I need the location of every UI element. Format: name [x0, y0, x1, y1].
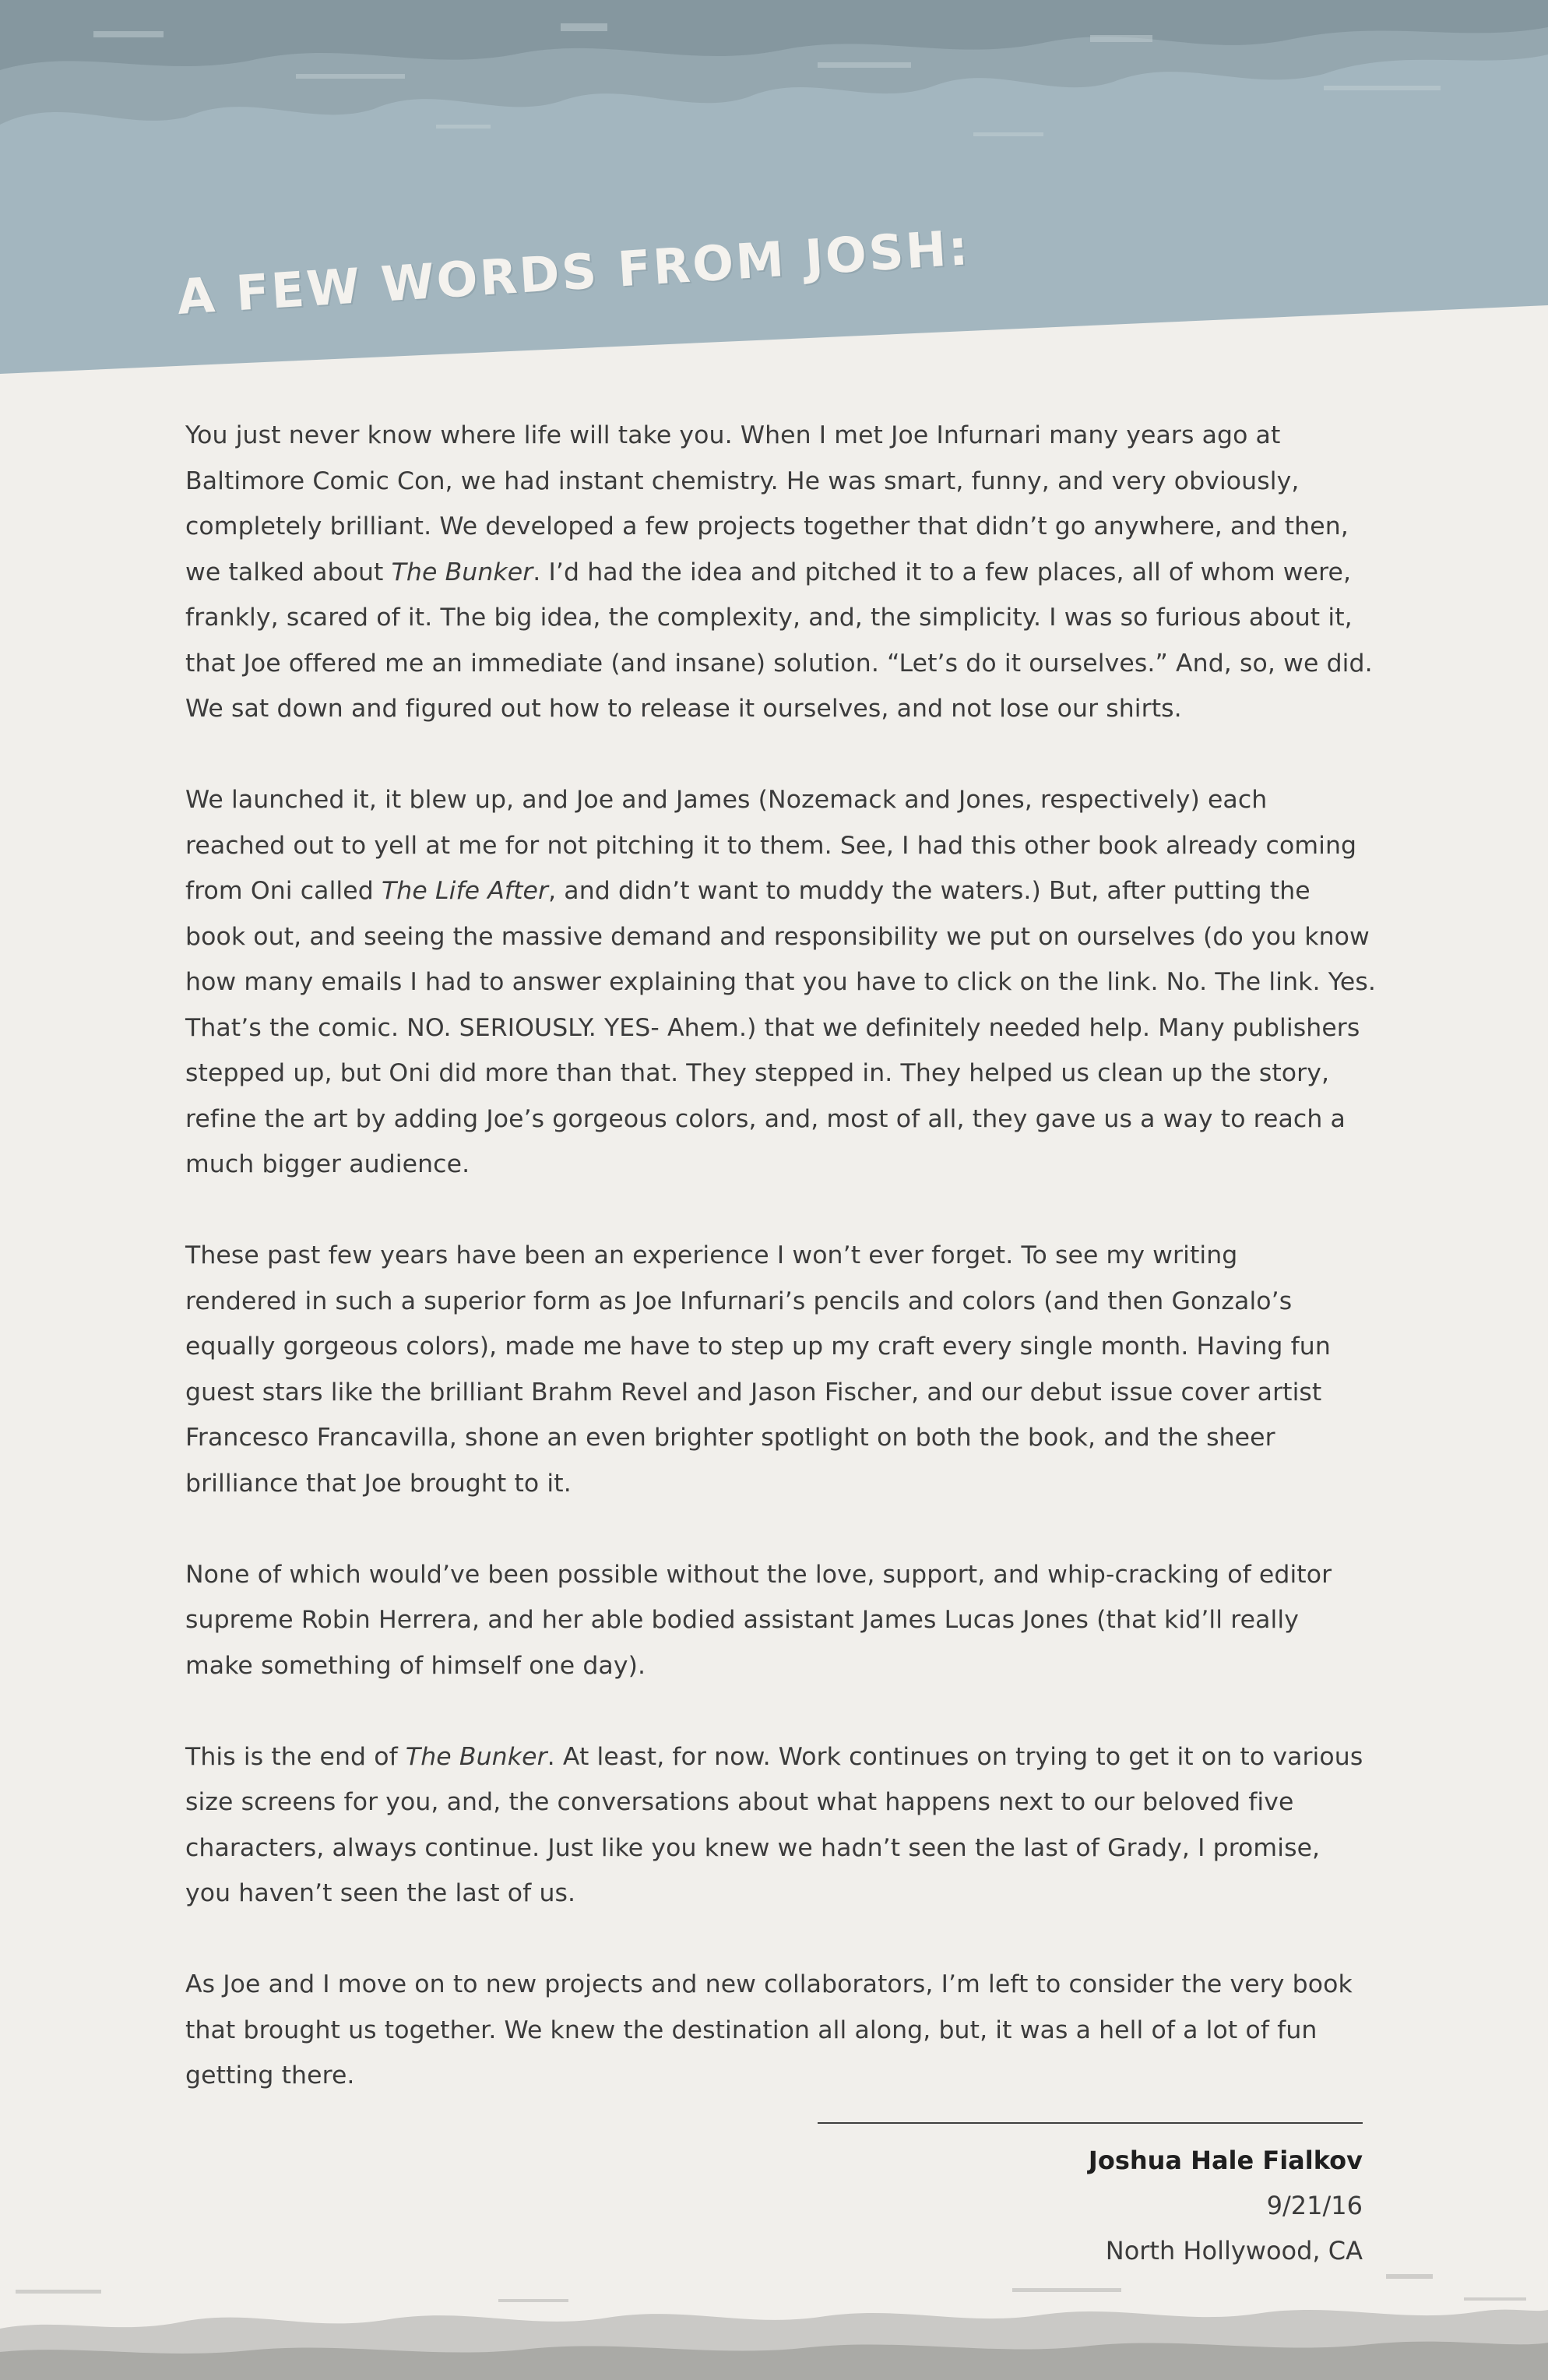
paragraph	[185, 777, 1376, 1188]
text-line	[185, 595, 1369, 641]
text-line	[185, 550, 1369, 596]
signature-divider	[818, 2122, 1363, 2124]
text-segment: equally gorgeous colors), made me have to step up my craft every single month. Having fun	[185, 1333, 1331, 1361]
text-segment: getting there.	[185, 2061, 355, 2090]
text-segment: we talked about	[185, 558, 392, 586]
text-line	[185, 2053, 1369, 2099]
text-segment: rendered in such a superior form as Joe Infurnari’s pencils and colors (and then Gonzalo’s	[185, 1287, 1293, 1315]
text-line	[185, 641, 1373, 687]
text-line	[185, 823, 1369, 869]
text-segment: book out, and seeing the massive demand and responsibility we put on ourselves (do you know	[185, 922, 1370, 951]
text-line	[185, 1051, 1369, 1097]
text-line	[185, 459, 1369, 505]
paragraph	[185, 413, 1373, 732]
text-segment: These past few years have been an experience I won’t ever forget. To see my writing	[185, 1241, 1238, 1269]
text-segment: Baltimore Comic Con, we had instant chemistry. He was smart, funny, and very obviously,	[185, 466, 1300, 495]
text-line	[185, 914, 1369, 960]
text-segment: We sat down and figured out how to release it ourselves, and not lose our shirts.	[185, 695, 1182, 723]
text-line	[185, 1005, 1369, 1051]
footer-grunge-graphic	[0, 2243, 1548, 2380]
text-line	[185, 1780, 1369, 1825]
text-segment: None of which would’ve been possible without the love, support, and whip-cracking of editor	[185, 1560, 1332, 1589]
text-segment: As Joe and I move on to new projects and new collaborators, I’m left to consider the very book	[185, 1970, 1353, 1998]
text-segment: You just never know where life will take you. When I met Joe Infurnari many years ago at	[185, 421, 1281, 449]
paragraph	[185, 1552, 1369, 1689]
text-segment: supreme Robin Herrera, and her able bodied assistant James Lucas Jones (that kid’ll really	[185, 1606, 1299, 1634]
text-line	[185, 2008, 1369, 2054]
text-line	[185, 1415, 1369, 1461]
text-segment: size screens for you, and, the conversations about what happens next to our beloved five	[185, 1788, 1294, 1816]
text-segment: how many emails I had to answer explaining that you have to click on the link. No. The link. Yes.	[185, 968, 1376, 996]
text-segment: that Joe offered me an immediate (and insane) solution. “Let’s do it ourselves.” And, so, we did.	[185, 649, 1373, 678]
footer-grunge	[0, 2243, 1548, 2380]
italic-title: The Bunker	[391, 558, 533, 586]
text-segment: you haven’t seen the last of us.	[185, 1879, 576, 1907]
paragraph	[185, 1233, 1369, 1506]
text-line	[185, 868, 1369, 914]
paragraph	[185, 1962, 1369, 2099]
text-line	[185, 1370, 1369, 1416]
text-line	[185, 1461, 1369, 1507]
text-segment: completely brilliant. We developed a few projects together that didn’t go anywhere, and then,	[185, 512, 1349, 540]
text-segment: that brought us together. We knew the destination all along, but, it was a hell of a lot of fun	[185, 2016, 1318, 2044]
text-segment: frankly, scared of it. The big idea, the complexity, and, the simplicity. I was so furious about it,	[185, 604, 1353, 632]
text-segment: stepped up, but Oni did more than that. They stepped in. They helped us clean up the story,	[185, 1059, 1330, 1087]
text-segment: characters, always continue. Just like you knew we hadn’t seen the last of Grady, I promise,	[185, 1833, 1321, 1862]
text-line	[185, 1279, 1369, 1325]
text-line	[185, 1142, 1369, 1188]
text-segment: reached out to yell at me for not pitching it to them. See, I had this other book already coming	[185, 831, 1357, 860]
text-line	[185, 504, 1369, 550]
text-segment: . At least, for now. Work continues on trying to get it on to various	[547, 1742, 1363, 1771]
text-segment: make something of himself one day).	[185, 1651, 646, 1680]
letter-body	[185, 413, 1376, 2144]
text-segment: Francesco Francavilla, shone an even brighter spotlight on both the book, and the sheer	[185, 1424, 1275, 1452]
text-segment: refine the art by adding Joe’s gorgeous colors, and, most of all, they gave us a way to reach a	[185, 1104, 1346, 1133]
text-line	[185, 1962, 1369, 2008]
text-line	[185, 1871, 1369, 1917]
italic-title: The Life After	[381, 877, 549, 905]
text-segment: brilliance that Joe brought to it.	[185, 1469, 572, 1498]
signature-location: North Hollywood, CA	[1105, 2236, 1363, 2266]
text-line	[185, 1643, 1369, 1689]
text-segment: That’s the comic. NO. SERIOUSLY. YES- Ahem.) that we definitely needed help. Many publishers	[185, 1013, 1360, 1042]
signature-name: Joshua Hale Fialkov	[1088, 2146, 1363, 2175]
text-segment: We launched it, it blew up, and Joe and James (Nozemack and Jones, respectively) each	[185, 786, 1268, 814]
signature-date: 9/21/16	[1266, 2191, 1363, 2220]
text-line	[185, 1097, 1369, 1142]
paragraph	[185, 1734, 1369, 1917]
text-segment: guest stars like the brilliant Brahm Revel and Jason Fischer, and our debut issue cover artist	[185, 1378, 1322, 1407]
text-segment: much bigger audience.	[185, 1150, 470, 1178]
text-line	[185, 1825, 1369, 1871]
text-segment: . I’d had the idea and pitched it to a few places, all of whom were,	[533, 558, 1352, 586]
text-line	[185, 686, 1369, 732]
page-title: A FEW WORDS FROM JOSH:	[175, 219, 972, 326]
text-line	[185, 959, 1376, 1005]
text-segment: This is the end of	[185, 1742, 406, 1771]
text-segment: , and didn’t want to muddy the waters.) But, after putting the	[548, 877, 1311, 905]
text-line	[185, 1324, 1369, 1370]
text-line	[185, 1552, 1369, 1598]
text-line	[185, 413, 1369, 459]
text-line	[185, 777, 1369, 823]
text-line	[185, 1233, 1369, 1279]
text-segment: from Oni called	[185, 877, 382, 905]
italic-title: The Bunker	[405, 1742, 547, 1771]
text-line	[185, 1597, 1369, 1643]
text-line	[185, 1734, 1369, 1780]
